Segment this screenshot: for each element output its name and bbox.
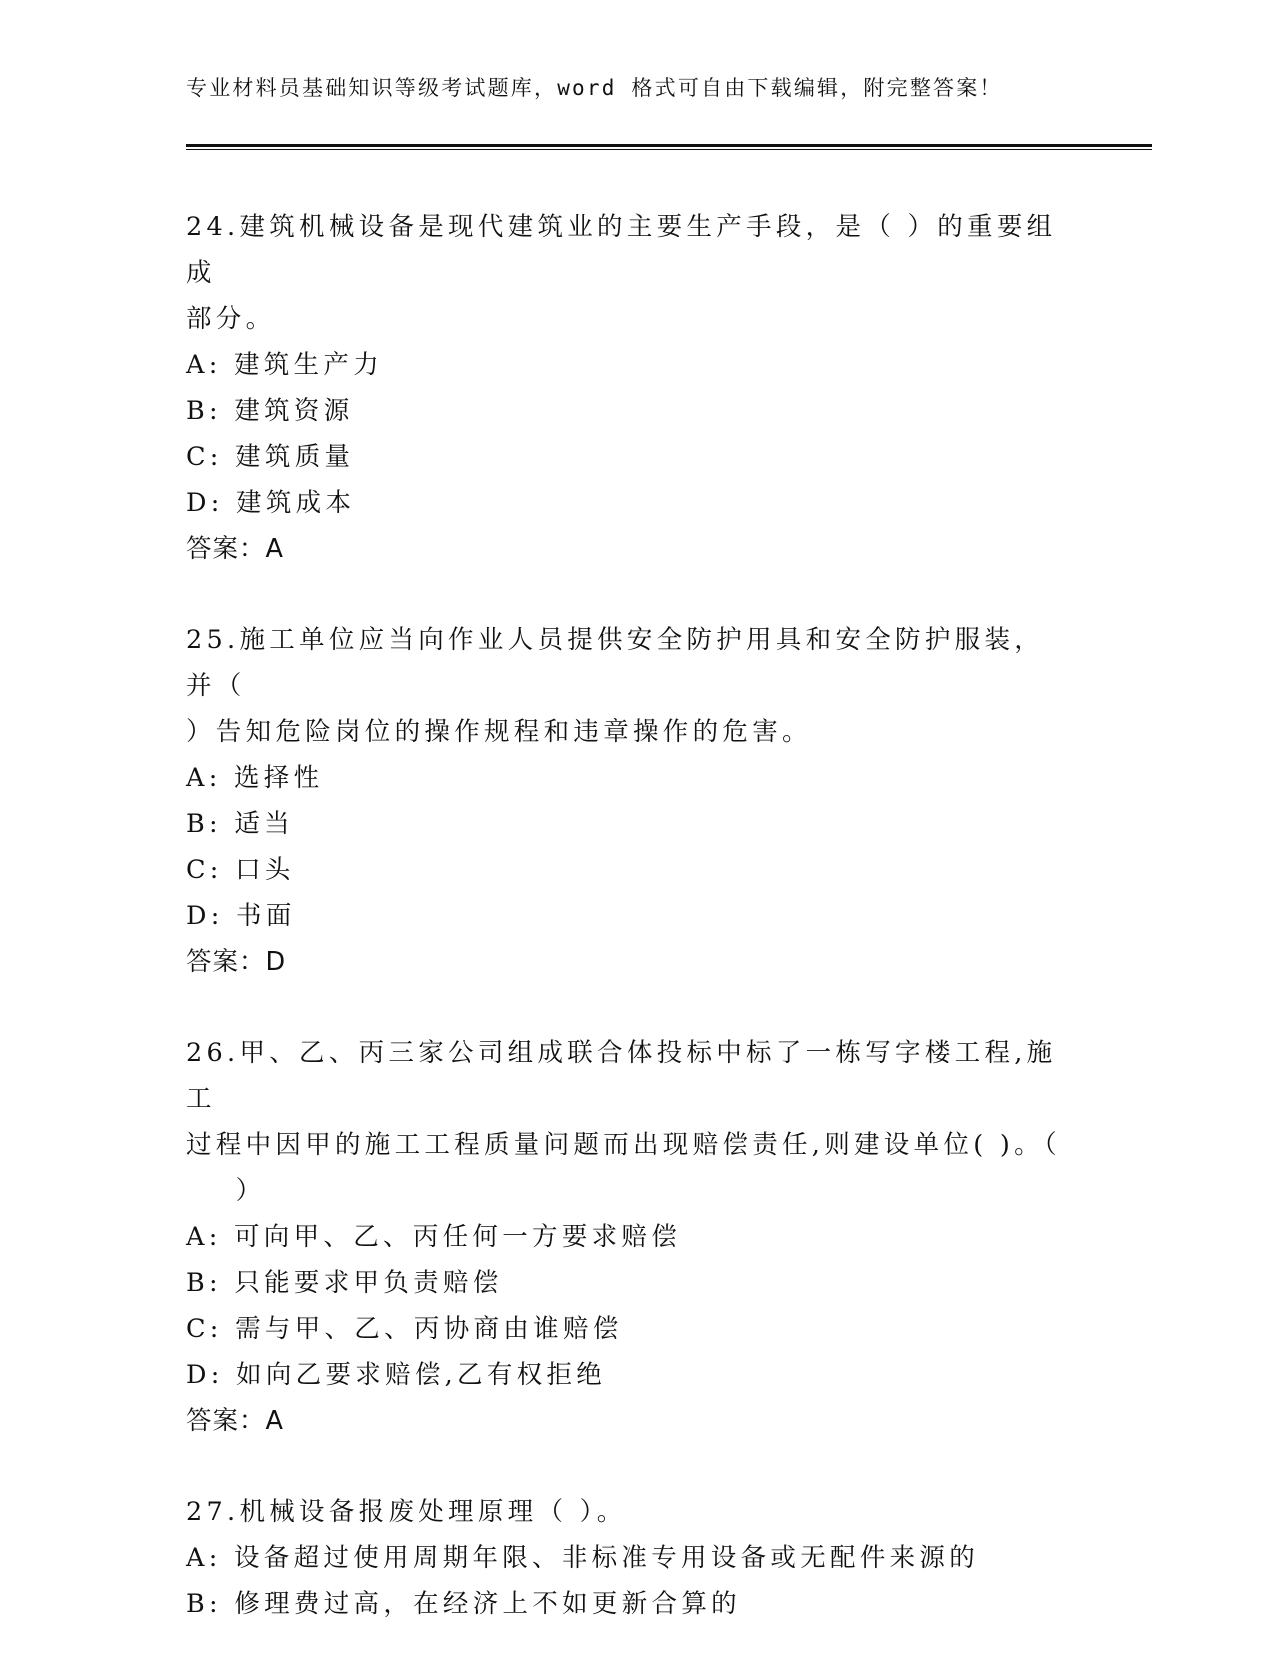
- question-stem-line: 25.施工单位应当向作业人员提供安全防护用具和安全防护服装，并（: [186, 625, 1045, 701]
- question-stem-line: 27.机械设备报废处理原理（ ）。: [186, 1497, 627, 1527]
- question-stem-line: 过程中因甲的施工工程质量问题而出现赔偿责任,则建设单位( )。（: [186, 1130, 1061, 1160]
- question-26: [186, 1030, 1066, 1444]
- option-d: D: 书面: [186, 901, 296, 931]
- page-header: 专业材料员基础知识等级考试题库，word 格式可自由下载编辑，附完整答案！: [186, 76, 1003, 100]
- option-b: B: 修理费过高，在经济上不如更新合算的: [186, 1589, 741, 1619]
- answer-line: 答案：A: [186, 1406, 284, 1436]
- option-a: A: 设备超过使用周期年限、非标准专用设备或无配件来源的: [186, 1543, 980, 1573]
- option-b: B: 建筑资源: [186, 396, 354, 426]
- option-b: B: 只能要求甲负责赔偿: [186, 1268, 503, 1298]
- question-stem-line: ）: [186, 1176, 266, 1206]
- header-divider-thick: [186, 144, 1152, 147]
- answer-line: 答案：D: [186, 947, 287, 977]
- question-stem-line: 26.甲、乙、丙三家公司组成联合体投标中标了一栋写字楼工程,施工: [186, 1038, 1057, 1114]
- question-stem-line: 部分。: [186, 304, 276, 334]
- option-c: C: 口头: [186, 855, 295, 885]
- answer-line: 答案：A: [186, 534, 284, 564]
- option-c: C: 建筑质量: [186, 442, 355, 472]
- question-27: [186, 1489, 1066, 1627]
- question-stem-line: 24.建筑机械设备是现代建筑业的主要生产手段，是（ ）的重要组成: [186, 212, 1057, 288]
- header-divider-thin: [186, 149, 1152, 150]
- option-a: A: 可向甲、乙、丙任何一方要求赔偿: [186, 1222, 682, 1252]
- option-a: A: 建筑生产力: [186, 350, 384, 380]
- option-b: B: 适当: [186, 809, 294, 839]
- option-d: D: 如向乙要求赔偿,乙有权拒绝: [186, 1360, 607, 1390]
- question-25: [186, 617, 1066, 985]
- question-list: [186, 204, 1066, 1672]
- question-stem-line: ）告知危险岗位的操作规程和违章操作的危害。: [186, 717, 812, 747]
- question-24: [186, 204, 1066, 572]
- option-d: D: 建筑成本: [186, 488, 356, 518]
- option-a: A: 选择性: [186, 763, 324, 793]
- option-c: C: 需与甲、乙、丙协商由谁赔偿: [186, 1314, 623, 1344]
